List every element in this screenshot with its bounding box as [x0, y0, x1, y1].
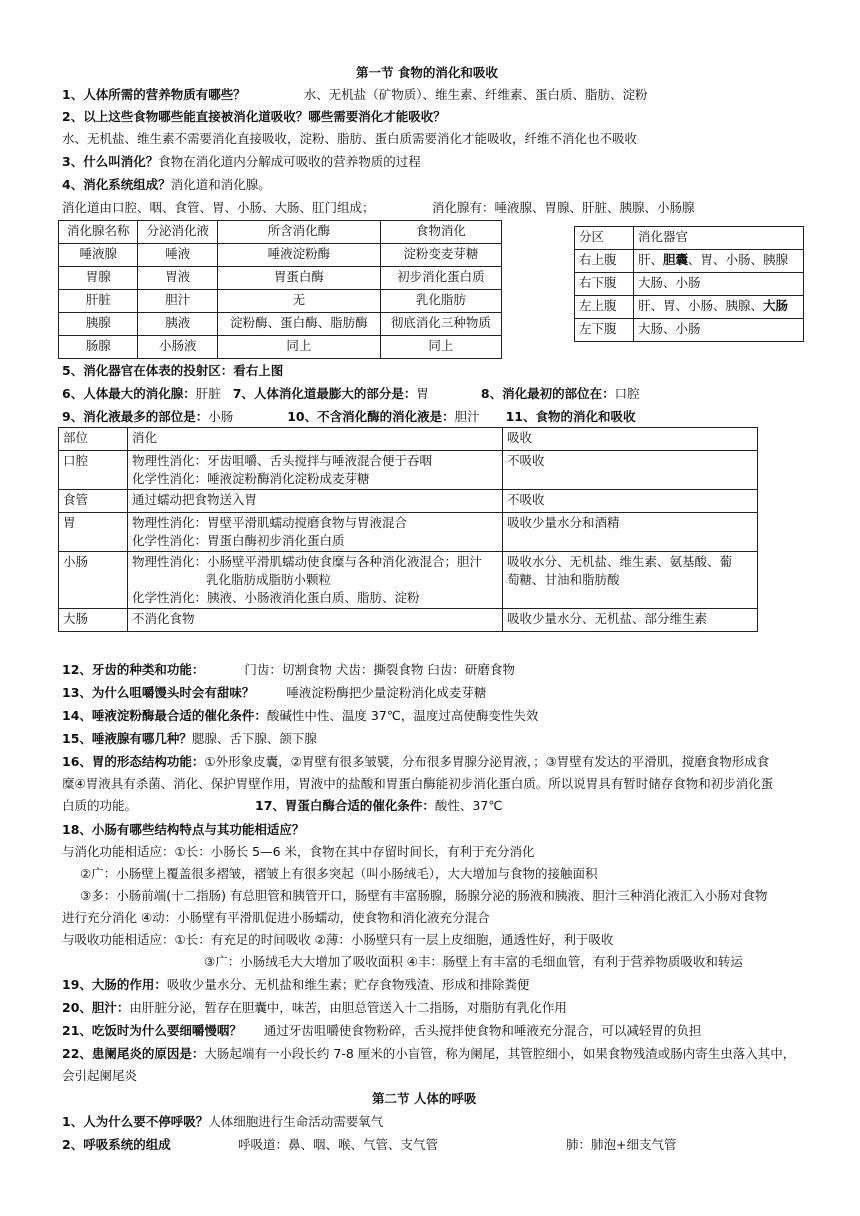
table-row [59, 513, 758, 552]
q13: 13、为什么咀嚼馒头时会有甜味？ 唾液淀粉酶把少量淀粉消化成麦芽糖 [62, 685, 487, 700]
table-cell: 乳化脂肪 [380, 290, 501, 313]
table-cell: 左上腹 [575, 296, 634, 319]
table-cell: 物理性消化：胃壁平滑肌蠕动搅磨食物与胃液混合 化学性消化：胃蛋白酶初步消化蛋白质 [128, 513, 503, 552]
table-row [59, 428, 758, 451]
q14: 14、唾液淀粉酶最合适的催化条件：酸碱性中性、温度 37℃，温度过高使酶变性失效 [62, 708, 539, 723]
table-cell: 胃液 [138, 267, 217, 290]
gland-table [58, 220, 502, 359]
header-cell: 消化 [128, 428, 503, 451]
table-cell: 吸收少量水分和酒精 [503, 513, 758, 552]
table-row [59, 244, 502, 267]
table-row [59, 336, 502, 359]
q20: 20、胆汁：由肝脏分泌，暂存在胆囊中，味苦，由胆总管送入十二指肠，对脂肪有乳化作用 [62, 1000, 567, 1015]
table-cell: 左下腹 [575, 319, 634, 342]
q2-question: 2、以上这些食物哪些能直接被消化道吸收？哪些需要消化才能吸收？ [62, 109, 446, 124]
table-cell: 大肠、小肠 [634, 319, 804, 342]
table-cell: 胰液 [138, 313, 217, 336]
table-cell: 吸收水分、无机盐、维生素、氨基酸、葡 萄糖、甘油和脂肪酸 [503, 552, 758, 609]
q1-answer: 水、无机盐（矿物质）、维生素、纤维素、蛋白质、脂肪、淀粉 [303, 87, 648, 102]
table-cell: 小肠 [59, 552, 128, 609]
r2-tract: 呼吸道：鼻、咽、喉、气管、支气管 [238, 1137, 439, 1152]
header-cell: 部位 [59, 428, 128, 451]
table-cell: 胰腺 [59, 313, 138, 336]
table-cell: 不吸收 [503, 490, 758, 513]
table-cell: 肠腺 [59, 336, 138, 359]
q22-line1: 22、患阑尾炎的原因是：大肠起端有一小段长约 7-8 厘米的小盲管，称为阑尾，其管腔细小，如果食物残渣或肠内寄生虫落入其中， [62, 1046, 796, 1061]
q5: 5、消化器官在体表的投射区：看右上图 [62, 363, 284, 378]
table-row [59, 490, 758, 513]
q2-answer: 水、无机盐、维生素不需要消化直接吸收，淀粉、脂肪、蛋白质需要消化才能吸收，纤维不消化也不吸收 [62, 131, 638, 146]
table-cell: 吸收少量水分、无机盐、部分维生素 [503, 609, 758, 632]
table-cell: 食管 [59, 490, 128, 513]
table-cell: 小肠液 [138, 336, 217, 359]
table-cell: 大肠、小肠 [634, 273, 804, 296]
q12: 12、牙齿的种类和功能： 门齿：切割食物 犬齿：撕裂食物 臼齿：研磨食物 [62, 662, 515, 677]
table-row [575, 319, 804, 342]
section2-title: 第二节 人体的呼吸 [372, 1091, 477, 1106]
q21: 21、吃饭时为什么要细嚼慢咽？ 通过牙齿咀嚼使食物粉碎，舌头搅拌使食物和唾液充分混合，可以减轻胃的负担 [62, 1023, 702, 1038]
header-cell: 所含消化酶 [217, 221, 380, 244]
table-cell: 初步消化蛋白质 [380, 267, 501, 290]
table-row [575, 296, 804, 319]
q4-glands: 消化腺有：唾液腺、胃腺、肝脏、胰腺、小肠腺 [432, 200, 695, 215]
q18-line3: ③多：小肠前端(十二指肠) 有总胆管和胰管开口，肠壁有丰富肠腺，肠腺分泌的肠液和胰液、胆汁三种消化液汇入小肠对食物 [80, 888, 768, 903]
q4: 4、消化系统组成？消化道和消化腺。 [62, 177, 271, 192]
table-row [575, 227, 804, 250]
table-cell: 物理性消化：牙齿咀嚼、舌头搅拌与唾液混合便于吞咽 化学性消化：唾液淀粉酶消化淀粉成麦芽糖 [128, 451, 503, 490]
table-row [59, 290, 502, 313]
q4-tract: 消化道由口腔、咽、食管、胃、小肠、大肠、肛门组成； [62, 200, 375, 215]
header-cell: 分区 [575, 227, 634, 250]
table-cell: 胃 [59, 513, 128, 552]
table-row [59, 552, 758, 609]
table-cell: 肝、胃、小肠、胰腺、大肠 [634, 296, 804, 319]
table-cell: 不消化食物 [128, 609, 503, 632]
table-row [575, 250, 804, 273]
q18-line5: 与吸收功能相适应：①长：有充足的时间吸收 ②薄：小肠壁只有一层上皮细胞，通透性好，利于吸收 [62, 932, 614, 947]
table-cell: 唾液 [138, 244, 217, 267]
region-table [574, 226, 804, 342]
header-cell: 食物消化 [380, 221, 501, 244]
section1-title: 第一节 食物的消化和吸收 [356, 65, 498, 80]
q1-question: 1、人体所需的营养物质有哪些？ [62, 87, 246, 102]
table-row [59, 221, 502, 244]
table-cell: 胆汁 [138, 290, 217, 313]
table-cell: 胃蛋白酶 [217, 267, 380, 290]
r2-lung: 肺：肺泡+细支气管 [566, 1137, 677, 1152]
table-cell: 不吸收 [503, 451, 758, 490]
digest-table [58, 427, 758, 632]
q1 [62, 86, 647, 104]
table-row [59, 609, 758, 632]
table-cell: 唾液腺 [59, 244, 138, 267]
q18-line2: ②广：小肠壁上覆盖很多褶皱，褶皱上有很多突起（叫小肠绒毛），大大增加与食物的接触面积 [80, 866, 598, 881]
header-cell: 消化器官 [634, 227, 804, 250]
table-row [575, 273, 804, 296]
table-cell: 大肠 [59, 609, 128, 632]
q18-question: 18、小肠有哪些结构特点与其功能相适应？ [62, 822, 305, 837]
q16-line1: 16、胃的形态结构功能：①外形象皮囊，②胃壁有很多皱襞，分布很多胃腺分泌胃液，；③胃壁有发达的平滑肌，搅磨食物形成食 [62, 754, 770, 769]
table-row [59, 451, 758, 490]
table-cell: 淀粉酶、蛋白酶、脂肪酶 [217, 313, 380, 336]
table-cell: 同上 [380, 336, 501, 359]
table-cell: 唾液淀粉酶 [217, 244, 380, 267]
table-cell: 右下腹 [575, 273, 634, 296]
table-cell: 右上腹 [575, 250, 634, 273]
header-cell: 吸收 [503, 428, 758, 451]
table-cell: 肝脏 [59, 290, 138, 313]
q22-line2: 会引起阑尾炎 [62, 1068, 138, 1083]
table-cell: 物理性消化：小肠壁平滑肌蠕动使食糜与各种消化液混合；胆汁 乳化脂肪成脂肪小颗粒 化学性消化：胰液、小肠液消化蛋白质、脂肪、淀粉 [128, 552, 503, 609]
q16-line2: 糜④胃液具有杀菌、消化、保护胃壁作用，胃液中的盐酸和胃蛋白酶能初步消化蛋白质。所以说胃具有暂时储存食物和初步消化蛋 [62, 776, 774, 791]
q3: 3、什么叫消化？食物在消化道内分解成可吸收的营养物质的过程 [62, 154, 421, 169]
table-cell: 彻底消化三种物质 [380, 313, 501, 336]
table-cell: 口腔 [59, 451, 128, 490]
table-cell: 淀粉变麦芽糖 [380, 244, 501, 267]
q18-line1: 与消化功能相适应：①长：小肠长 5—6 米，食物在其中存留时间长，有利于充分消化 [62, 844, 535, 859]
header-cell: 消化腺名称 [59, 221, 138, 244]
table-cell: 通过蠕动把食物送入胃 [128, 490, 503, 513]
q18-line4: 进行充分消化 ④动：小肠壁有平滑肌促进小肠蠕动，使食物和消化液充分混合 [62, 910, 490, 925]
table-cell: 胃腺 [59, 267, 138, 290]
q9-q11: 9、消化液最多的部位是：小肠 10、不含消化酶的消化液是：胆汁 11、食物的消化和吸收 [62, 409, 636, 424]
q19: 19、大肠的作用：吸收少量水分、无机盐和维生素；贮存食物残渣、形成和排除粪便 [62, 977, 530, 992]
table-row [59, 313, 502, 336]
q18-line6: ③广：小肠绒毛大大增加了吸收面积 ④丰：肠壁上有丰富的毛细血管，有利于营养物质吸收和转运 [204, 954, 743, 969]
table-cell: 无 [217, 290, 380, 313]
table-cell: 肝、胆囊、胃、小肠、胰腺 [634, 250, 804, 273]
r2: 2、呼吸系统的组成 [62, 1137, 171, 1152]
table-cell: 同上 [217, 336, 380, 359]
q15: 15、唾液腺有哪几种？腮腺、舌下腺、颌下腺 [62, 731, 317, 746]
q6-q8: 6、人体最大的消化腺：肝脏 7、人体消化道最膨大的部分是：胃 8、消化最初的部位在：口腔 [62, 386, 640, 401]
r1: 1、人为什么要不停呼吸？人体细胞进行生命活动需要氧气 [62, 1114, 384, 1129]
q16-q17: 白质的功能。 17、胃蛋白酶合适的催化条件：酸性、37℃ [62, 798, 503, 813]
header-cell: 分泌消化液 [138, 221, 217, 244]
table-row [59, 267, 502, 290]
